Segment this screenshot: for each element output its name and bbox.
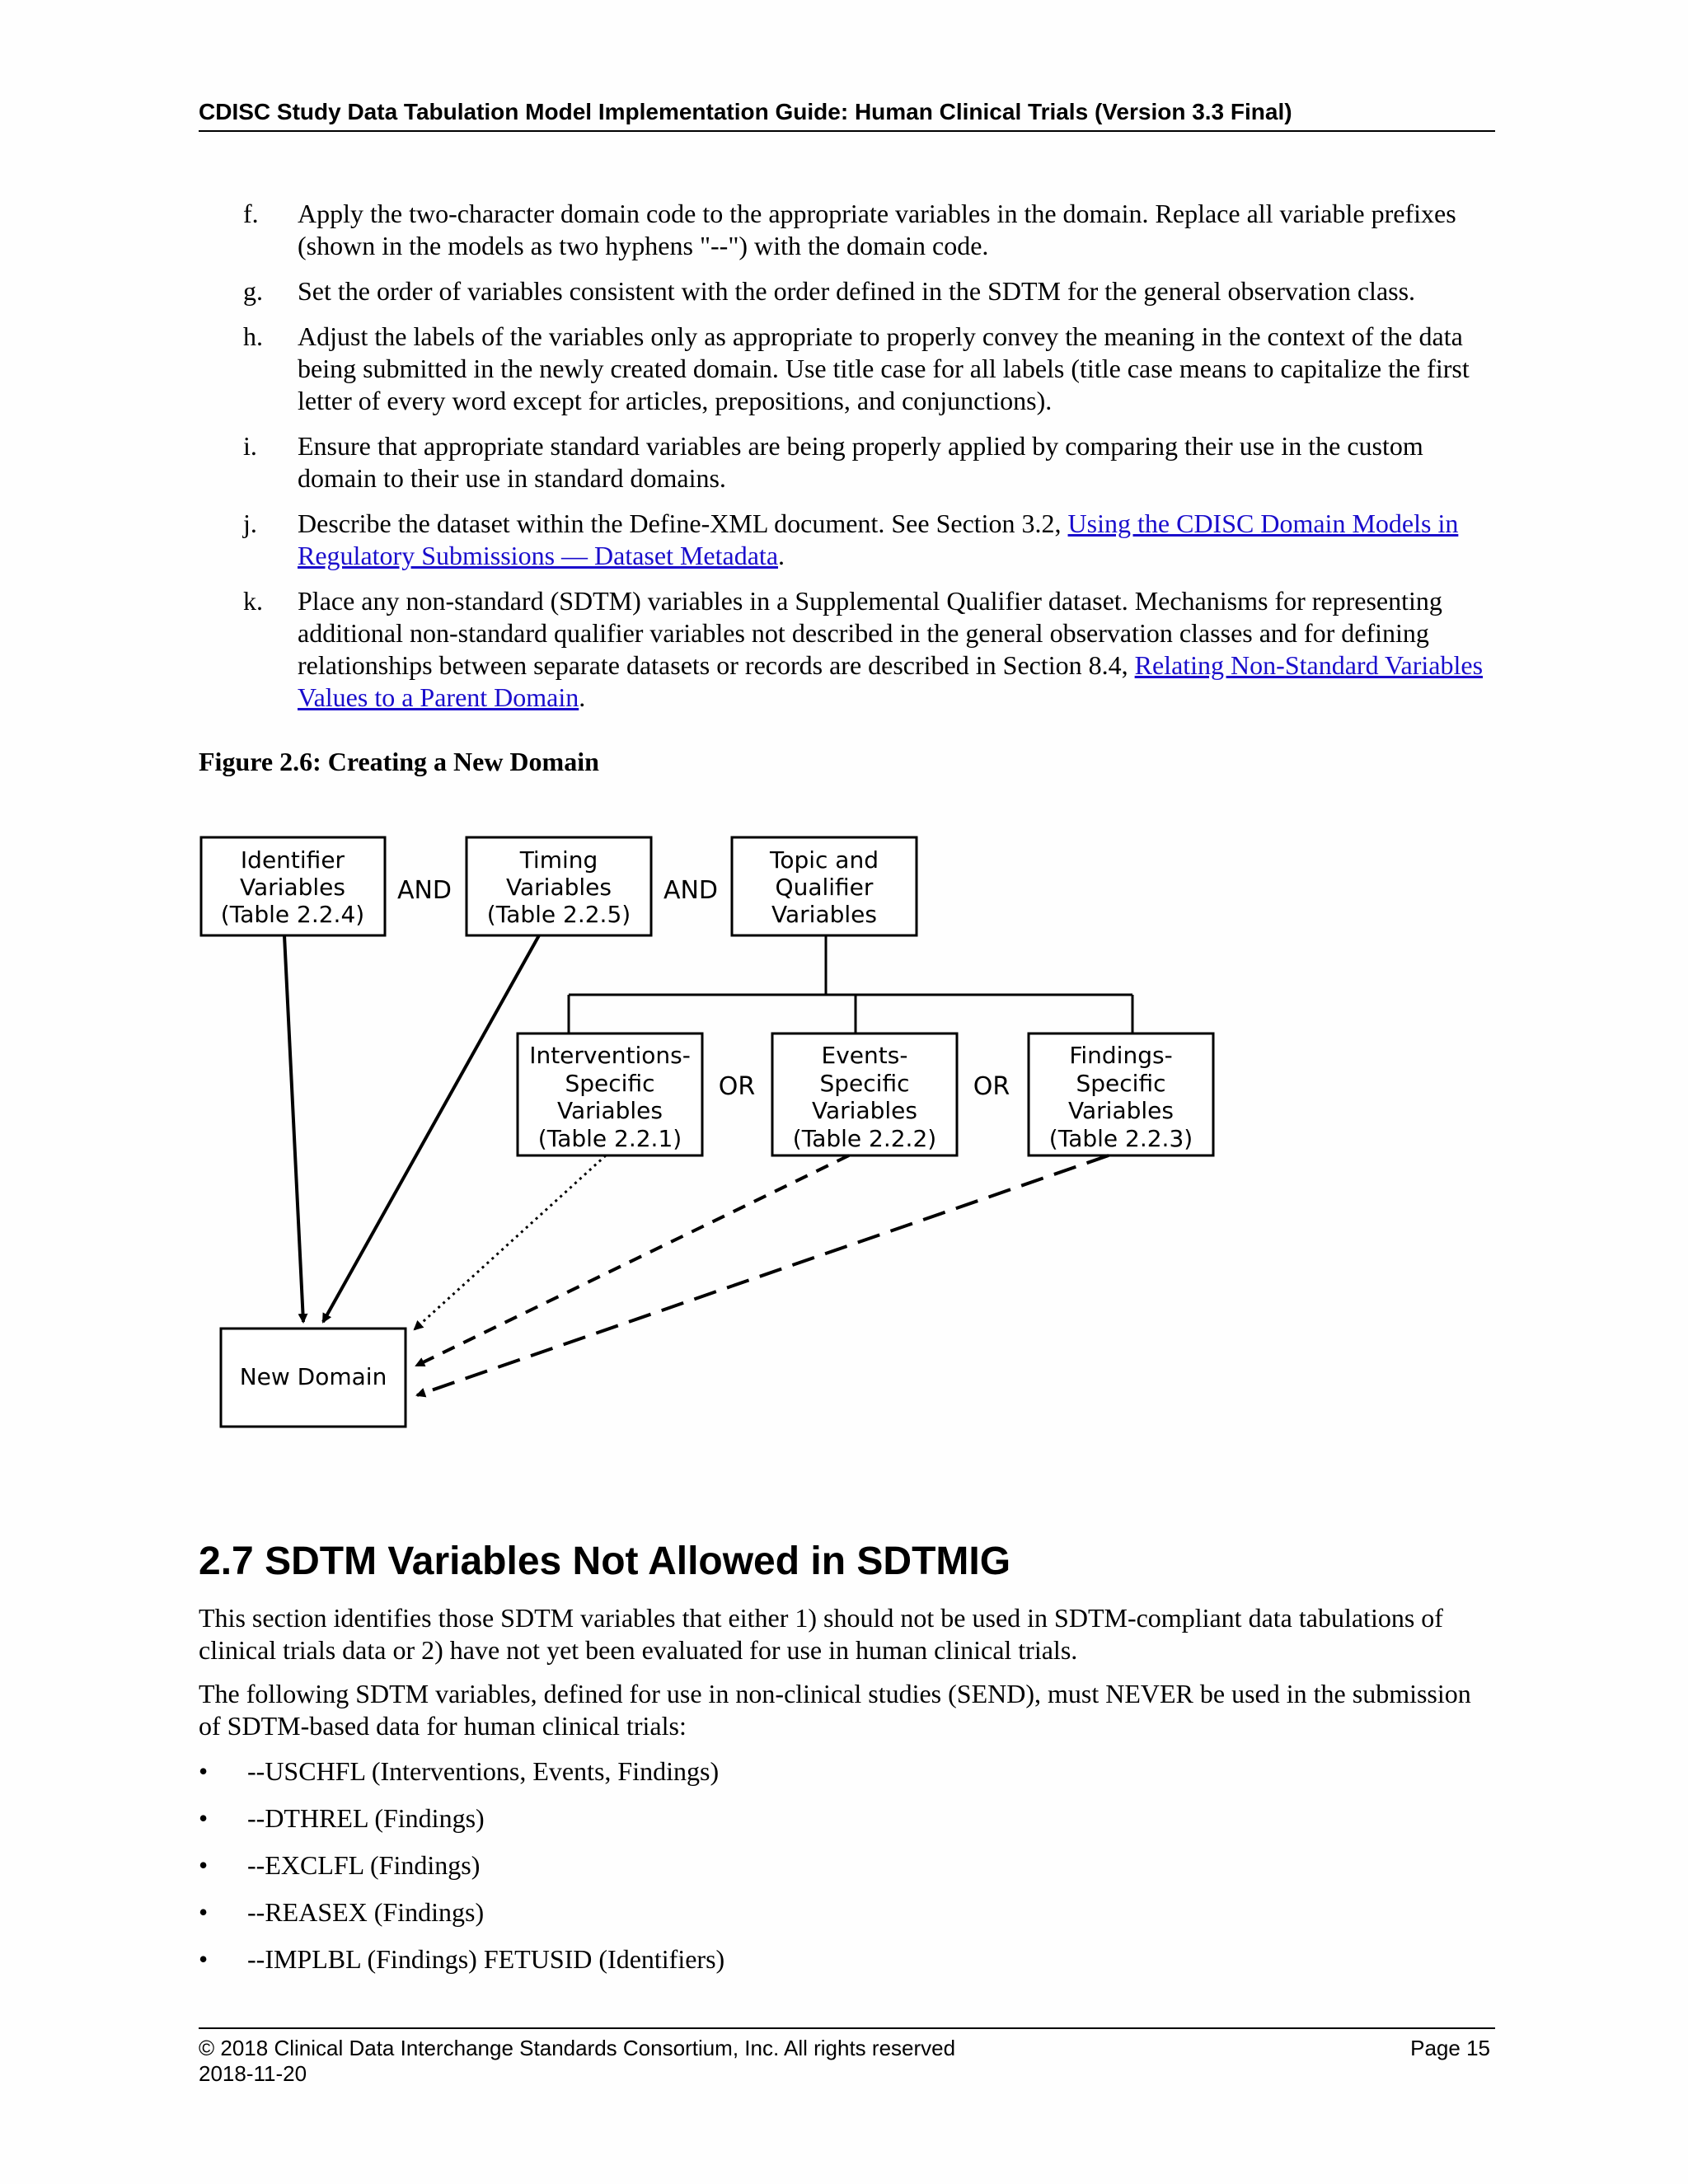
list-item-text: Place any non-standard (SDTM) variables in a Supplemental Qualifier dataset. Mechanisms for representing additional non-standard qualifier variables not described in the general observation classes and for defining relationships between separate datasets or records are described in Section 8.4, bbox=[298, 586, 1442, 680]
list-item-text: . bbox=[778, 541, 785, 570]
list-marker: i. bbox=[243, 431, 257, 461]
bullet-dot: • bbox=[199, 1897, 209, 1927]
and-connector: AND bbox=[396, 876, 452, 905]
bullet-item bbox=[199, 1896, 1497, 1943]
bullet-dot: • bbox=[199, 1944, 209, 1974]
bullet-item bbox=[199, 1849, 1497, 1896]
new-domain-box bbox=[221, 1329, 406, 1427]
box-label-line: Interventions- bbox=[529, 1042, 691, 1069]
interventions-specific-box bbox=[518, 1033, 702, 1155]
footer-copyright: © 2018 Clinical Data Interchange Standards Consortium, Inc. All rights reserved bbox=[199, 2036, 956, 2060]
bullet-text: --EXCLFL (Findings) bbox=[247, 1850, 481, 1880]
bullet-text: --IMPLBL (Findings) FETUSID (Identifiers) bbox=[247, 1944, 725, 1974]
arrow-long-dashed bbox=[417, 1155, 1109, 1395]
arrow-solid bbox=[323, 935, 539, 1322]
box-label-line: (Table 2.2.1) bbox=[537, 1125, 682, 1152]
tree-connector bbox=[569, 935, 1132, 1033]
box-label-line: Specific bbox=[565, 1070, 655, 1097]
list-item-text: . bbox=[579, 682, 586, 712]
box-label-line: Findings- bbox=[1069, 1042, 1173, 1069]
bullet-dot: • bbox=[199, 1803, 209, 1833]
list-marker: f. bbox=[243, 199, 259, 228]
box-label-line: Specific bbox=[1076, 1070, 1166, 1097]
box-label-line: Qualifier bbox=[775, 874, 874, 901]
box-label-line: Variables bbox=[812, 1097, 917, 1124]
list-marker: j. bbox=[243, 509, 257, 538]
list-marker: k. bbox=[243, 586, 263, 616]
bullet-dot: • bbox=[199, 1756, 209, 1786]
box-label-line: (Table 2.2.3) bbox=[1048, 1125, 1193, 1152]
footer-date: 2018-11-20 bbox=[199, 2061, 307, 2086]
arrow-dashed bbox=[416, 1155, 849, 1366]
box-label-line: Identifier bbox=[240, 846, 345, 874]
box-label-line: New Domain bbox=[239, 1363, 387, 1390]
list-item-text: Set the order of variables consistent with the order defined in the SDTM for the general observation class. bbox=[298, 276, 1416, 306]
section-paragraph: The following SDTM variables, defined for use in non-clinical studies (SEND), must NEVER be used in the submission of SDTM-based data for human clinical trials: bbox=[199, 1679, 1471, 1741]
list-item-text: Ensure that appropriate standard variables are being properly applied by comparing their use in the custom domain to their use in standard domains. bbox=[298, 431, 1423, 493]
bullet-item bbox=[199, 1943, 1497, 1990]
list-item-text: Adjust the labels of the variables only as appropriate to properly convey the meaning in the context of the data being submitted in the newly created domain. Use title case for all labels (title case means to capitalize the first letter of every word except for articles, prepositions, and conjunctions). bbox=[298, 321, 1470, 415]
box-label-line: Events- bbox=[821, 1042, 908, 1069]
list-item-text: Apply the two-character domain code to the appropriate variables in the domain. Replace all variable prefixes (shown in the models as two hyphens "--") with the domain code. bbox=[298, 199, 1456, 260]
box-label-line: Variables bbox=[1068, 1097, 1174, 1124]
list-marker: h. bbox=[243, 321, 263, 351]
relating-non-standard-variables-link[interactable]: Relating Non-Standard Variables Values to a Parent Domain bbox=[298, 650, 1484, 712]
section-paragraph: This section identifies those SDTM variables that either 1) should not be used in SDTM-compliant data tabulations of clinical trials data or 2) have not yet been evaluated for use in human clinical trials. bbox=[199, 1603, 1443, 1665]
findings-specific-box bbox=[1029, 1033, 1213, 1155]
bullet-text: --REASEX (Findings) bbox=[247, 1897, 485, 1927]
figure-caption: Figure 2.6: Creating a New Domain bbox=[199, 747, 599, 776]
bullet-text: --DTHREL (Findings) bbox=[247, 1803, 485, 1833]
or-connector: OR bbox=[718, 1072, 756, 1101]
list-marker: g. bbox=[243, 276, 263, 306]
identifier-variables-box bbox=[201, 837, 385, 935]
box-label-line: Variables bbox=[771, 901, 877, 928]
bullet-list bbox=[199, 1755, 1497, 1990]
topic-qualifier-variables-box bbox=[732, 837, 917, 935]
box-label-line: Topic and bbox=[769, 846, 879, 874]
section-heading: 2.7 SDTM Variables Not Allowed in SDTMIG bbox=[199, 1540, 1011, 1583]
box-label-line: Timing bbox=[519, 846, 598, 874]
page-number: Page 15 bbox=[1410, 2036, 1490, 2060]
arrow-dotted bbox=[415, 1155, 606, 1329]
bullet-dot: • bbox=[199, 1850, 209, 1880]
page-footer bbox=[199, 2027, 1495, 2087]
box-label-line: Specific bbox=[819, 1070, 910, 1097]
box-label-line: Variables bbox=[506, 874, 612, 901]
bullet-item bbox=[199, 1802, 1497, 1849]
timing-variables-box bbox=[467, 837, 651, 935]
running-header: CDISC Study Data Tabulation Model Implementation Guide: Human Clinical Trials (Version 3.3 Final) bbox=[199, 97, 1495, 132]
box-label-line: (Table 2.2.5) bbox=[486, 901, 631, 928]
list-item-text: Describe the dataset within the Define-XML document. See Section 3.2, bbox=[298, 509, 1068, 538]
box-label-line: (Table 2.2.2) bbox=[792, 1125, 937, 1152]
bullet-text: --USCHFL (Interventions, Events, Findings) bbox=[247, 1756, 720, 1786]
box-label-line: (Table 2.2.4) bbox=[220, 901, 365, 928]
or-connector: OR bbox=[973, 1072, 1010, 1101]
and-connector: AND bbox=[663, 876, 719, 905]
box-label-line: Variables bbox=[557, 1097, 663, 1124]
dataset-metadata-link[interactable]: Using the CDISC Domain Models in Regulatory Submissions — Dataset Metadata bbox=[298, 509, 1459, 570]
bullet-item bbox=[199, 1755, 1497, 1802]
arrow-solid bbox=[284, 935, 303, 1322]
events-specific-box bbox=[772, 1033, 957, 1155]
box-label-line: Variables bbox=[240, 874, 345, 901]
